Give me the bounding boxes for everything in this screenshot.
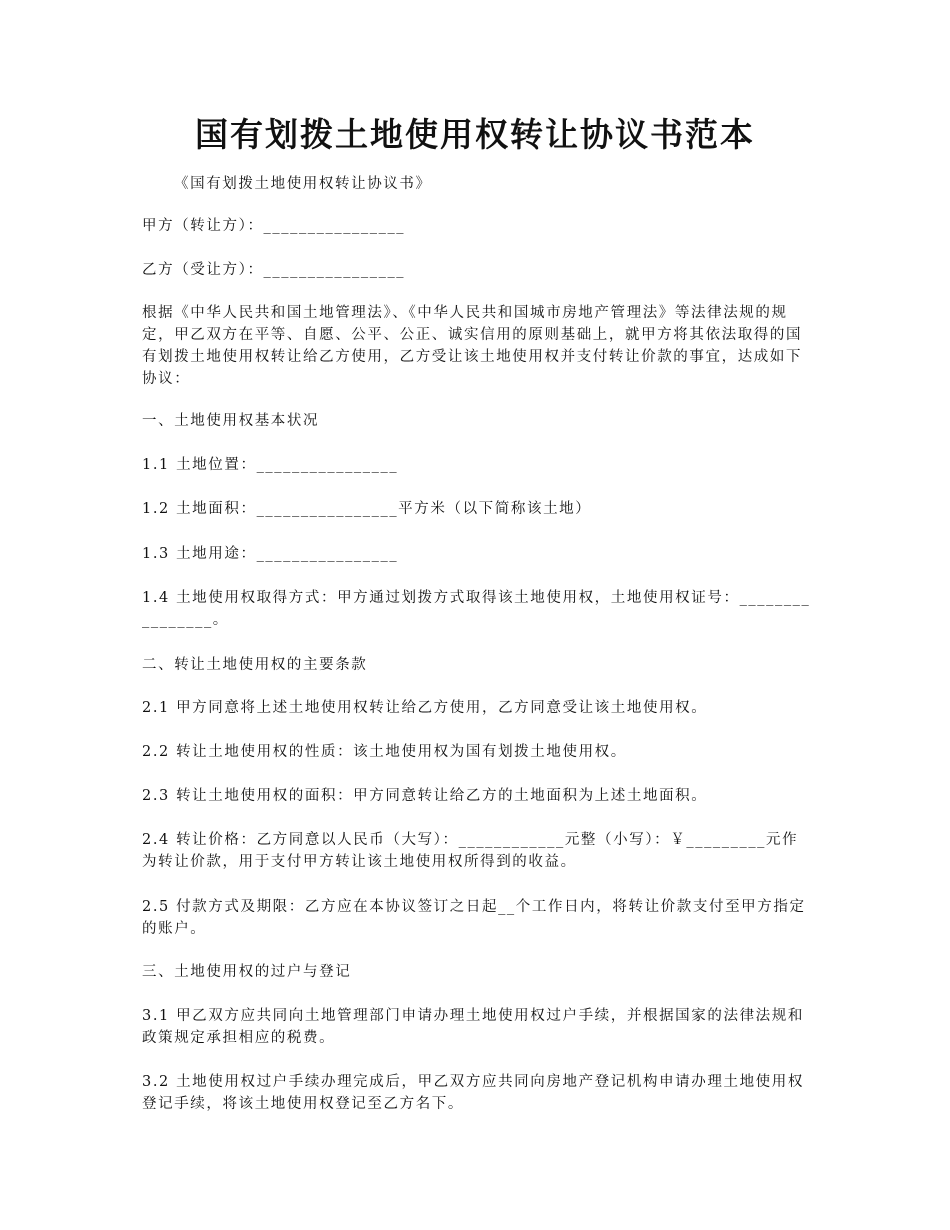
clause-2-1: 2.1 甲方同意将上述土地使用权转让给乙方使用，乙方同意受让该土地使用权。 [142, 700, 708, 716]
clause-3-2: 3.2 土地使用权过户手续办理完成后，甲乙双方应共同向房地产登记机构申请办理土地使用权登记手续，将该土地使用权登记至乙方名下。 [142, 1074, 804, 1112]
clause-2-5: 2.5 付款方式及期限：乙方应在本协议签订之日起__个工作日内，将转让价款支付至甲方指定的账户。 [142, 899, 806, 937]
preamble-paragraph: 根据《中华人民共和国土地管理法》、《中华人民共和国城市房地产管理法》等法律法规的规定，甲乙双方在平等、自愿、公平、公正、诚实信用的原则基础上，就甲方将其依法取得的国有划拨土地使用权转让给乙方使用，乙方受让该土地使用权并支付转让价款的事宜，达成如下协议： [142, 305, 803, 387]
clause-2-2: 2.2 转让土地使用权的性质：该土地使用权为国有划拨土地使用权。 [142, 744, 627, 760]
clause-1-2: 1.2 土地面积：________________平方米（以下简称该土地） [142, 501, 592, 517]
document-subtitle: 《国有划拨土地使用权转让协议书》 [174, 176, 432, 192]
clause-1-1: 1.1 土地位置：________________ [142, 457, 399, 473]
party-a-line: 甲方（转让方）：________________ [142, 218, 406, 234]
clause-1-3: 1.3 土地用途：________________ [142, 546, 399, 562]
section-1-heading: 一、土地使用权基本状况 [142, 413, 320, 429]
clause-1-4: 1.4 土地使用权取得方式：甲方通过划拨方式取得该土地使用权，土地使用权证号：________________。 [142, 590, 811, 628]
clause-3-1: 3.1 甲乙双方应共同向土地管理部门申请办理土地使用权过户手续，并根据国家的法律法规和政策规定承担相应的税费。 [142, 1008, 804, 1046]
section-2-heading: 二、转让土地使用权的主要条款 [142, 657, 368, 673]
clause-2-3: 2.3 转让土地使用权的面积：甲方同意转让给乙方的土地面积为上述土地面积。 [142, 788, 708, 804]
document-title: 国有划拨土地使用权转让协议书范本 [195, 115, 755, 154]
party-b-line: 乙方（受让方）：________________ [142, 262, 406, 278]
clause-2-4: 2.4 转让价格：乙方同意以人民币（大写）：____________元整（小写）：￥_________元作为转让价款，用于支付甲方转让该土地使用权所得到的收益。 [142, 832, 799, 870]
section-3-heading: 三、土地使用权的过户与登记 [142, 964, 352, 980]
